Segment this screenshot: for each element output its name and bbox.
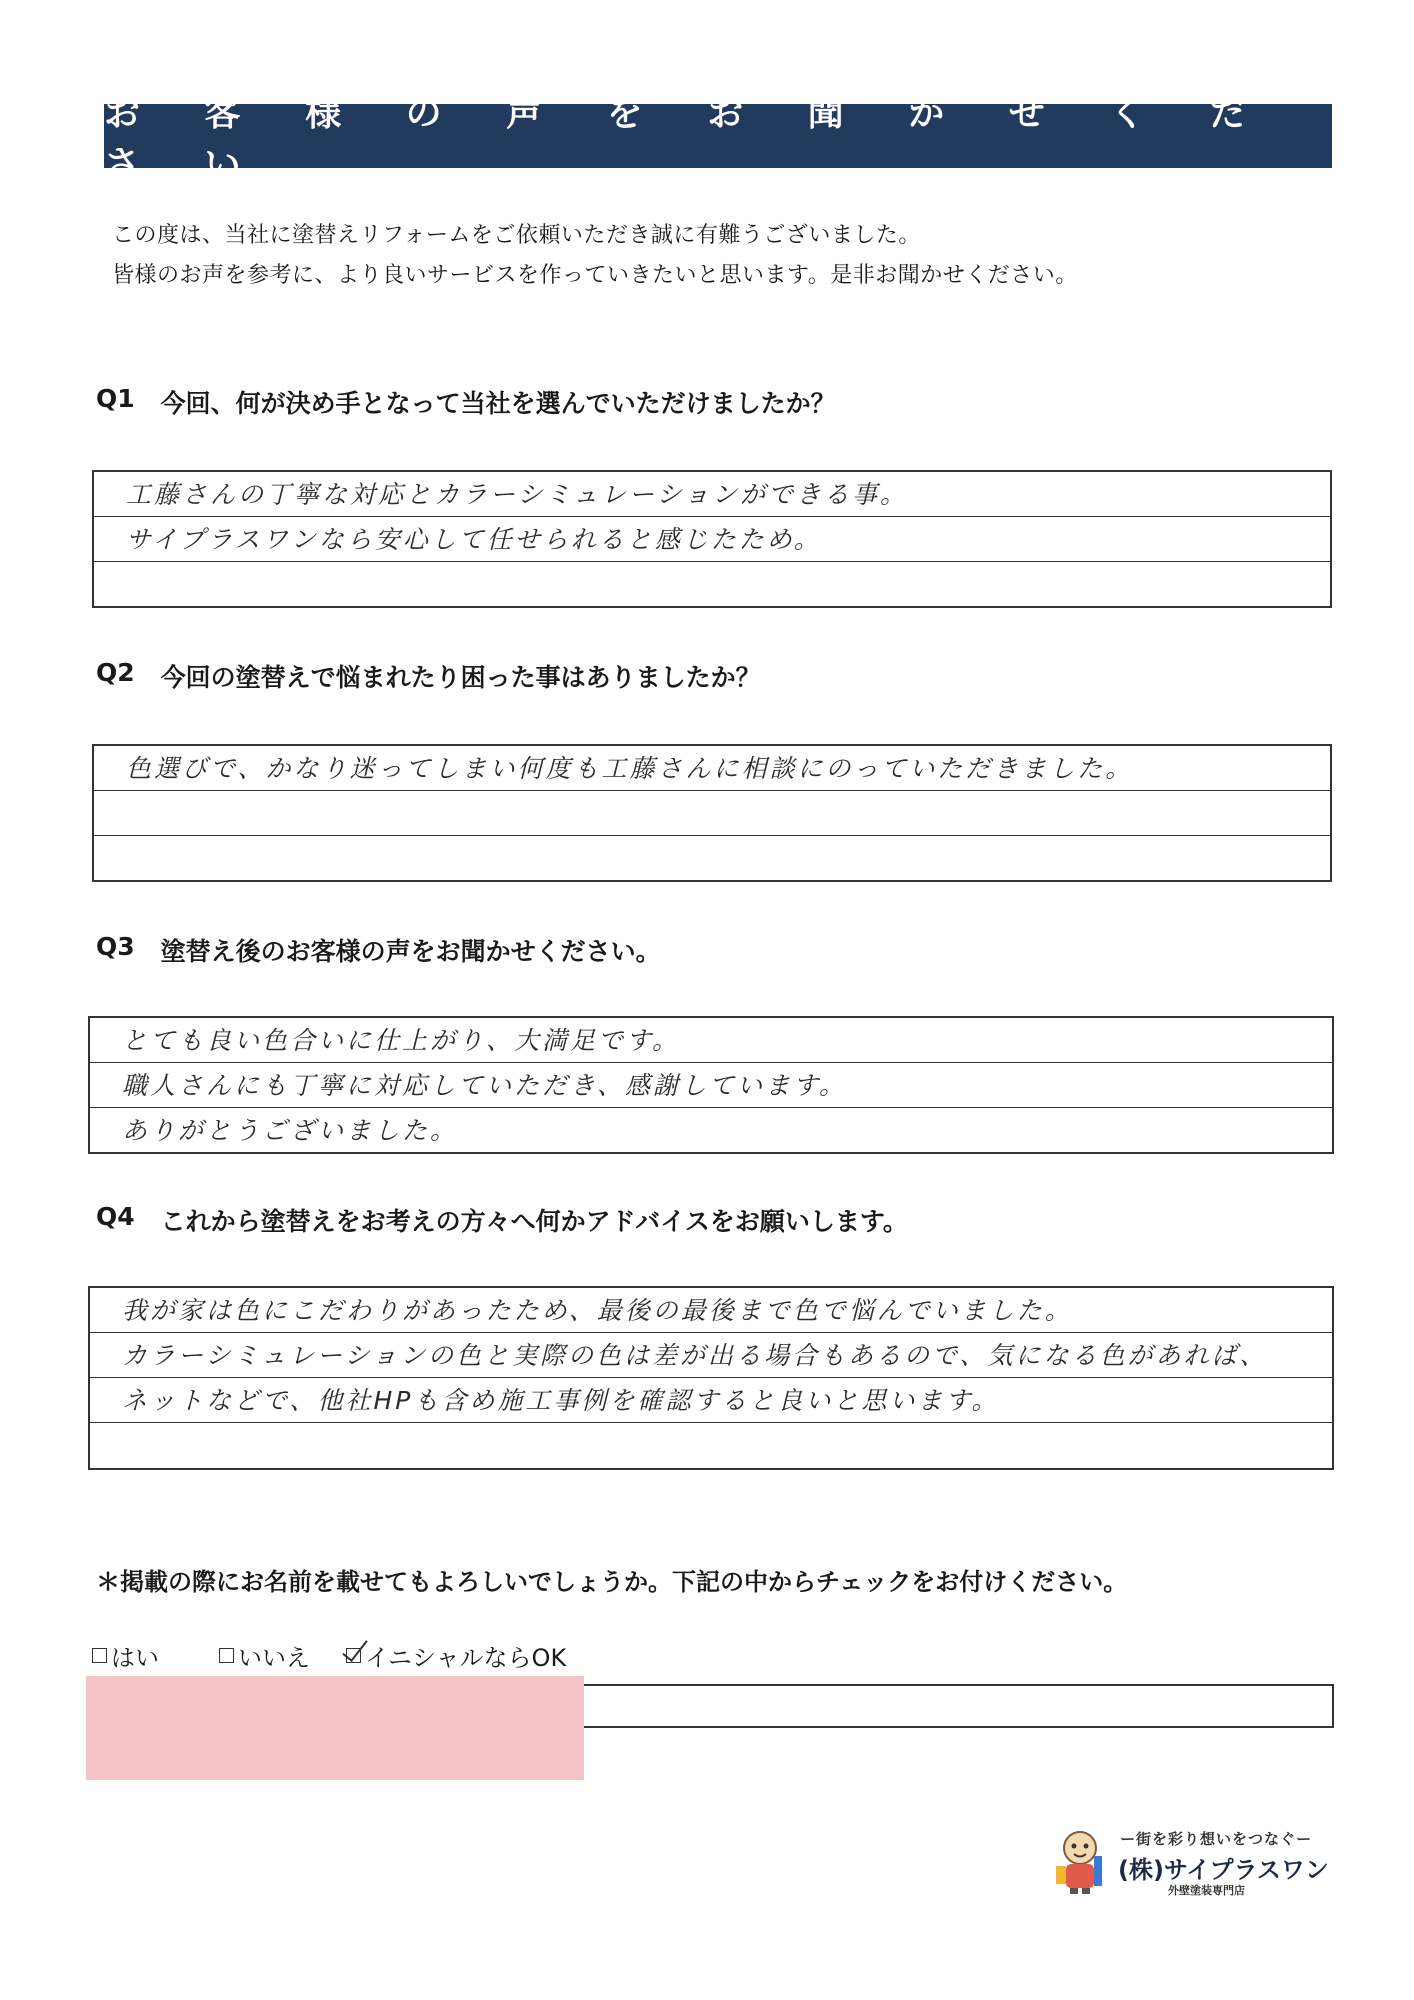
answer-line: 職人さんにも丁寧に対応していただき、感謝しています。 [90,1063,1332,1108]
checkbox-yes[interactable] [92,1648,107,1663]
question-number: Q2 [96,658,135,687]
question-2-heading [96,658,761,694]
answer-box-q1 [92,470,1332,608]
answer-box-q2 [92,744,1332,882]
form-title-banner [104,92,1332,185]
option-no[interactable] [219,1638,310,1673]
answer-line [90,1423,1332,1468]
option-yes[interactable] [92,1638,159,1673]
checkbox-no[interactable] [219,1648,234,1663]
answer-line: 色選びで、かなり迷ってしまい何度も工藤さんに相談にのっていただきました。 [94,746,1330,791]
question-3-heading [96,932,661,968]
option-label: イニシャルならOK [365,1644,567,1672]
logo-slogan: ー街を彩り想いをつなぐー [1120,1830,1313,1848]
question-text: 塗替え後のお客様の声をお聞かせください。 [160,937,661,966]
logo-company-name: (株)サイプラスワン [1118,1856,1329,1884]
answer-box-q3 [88,1016,1334,1154]
answer-line: ありがとうございました。 [122,1116,459,1145]
intro-line-1: この度は、当社に塗替えリフォームをご依頼いただき誠に有難うございました。 [112,223,921,248]
answer-line [94,791,1330,836]
option-label: いいえ [238,1644,310,1672]
question-number: Q3 [96,932,135,961]
question-text: これから塗替えをお考えの方々へ何かアドバイスをお願いします。 [160,1207,908,1236]
answer-line: カラーシミュレーションの色と実際の色は差が出る場合もあるので、気になる色があれば、 [90,1333,1332,1378]
name-permission-question: ＊掲載の際にお名前を載せてもよろしいでしょうか。下記の中からチェックをお付けください。 [96,1568,1128,1596]
answer-box-q4 [88,1286,1334,1470]
option-initials-ok[interactable] [346,1638,566,1673]
logo-subtitle: 外壁塗装専門店 [1168,1884,1245,1897]
answer-line: ネットなどで、他社HPも含め施工事例を確認すると良いと思います。 [90,1378,1332,1423]
checkbox-initials-ok[interactable] [346,1648,361,1663]
answer-line [94,562,1330,607]
form-title: お 客 様 の 声 を お 聞 か せ く だ さ い [104,92,1272,185]
option-label: はい [111,1644,159,1672]
answer-line: 工藤さんの丁寧な対応とカラーシミュレーションができる事。 [94,472,1330,517]
question-text: 今回の塗替えで悩まれたり困った事はありましたか？ [160,663,761,692]
permission-options [92,1638,566,1673]
question-number: Q1 [96,384,135,413]
question-4-heading [96,1202,908,1238]
question-text: 今回、何が決め手となって当社を選んでいただけましたか？ [160,389,836,418]
intro-line-2: 皆様のお声を参考に、より良いサービスを作っていきたいと思います。是非お聞かせください。 [112,263,1078,288]
mascot-icon [1050,1826,1112,1896]
question-number: Q4 [96,1202,135,1231]
company-logo [1050,1818,1330,1908]
answer-line [94,836,1330,881]
answer-line: とても良い色合いに仕上がり、大満足です。 [90,1018,1332,1063]
question-1-heading [96,384,836,420]
answer-line: 我が家は色にこだわりがあったため、最後の最後まで色で悩んでいました。 [90,1288,1332,1333]
answer-line: サイプラスワンなら安心して任せられると感じたため。 [94,517,1330,562]
redacted-name-block [86,1676,584,1780]
